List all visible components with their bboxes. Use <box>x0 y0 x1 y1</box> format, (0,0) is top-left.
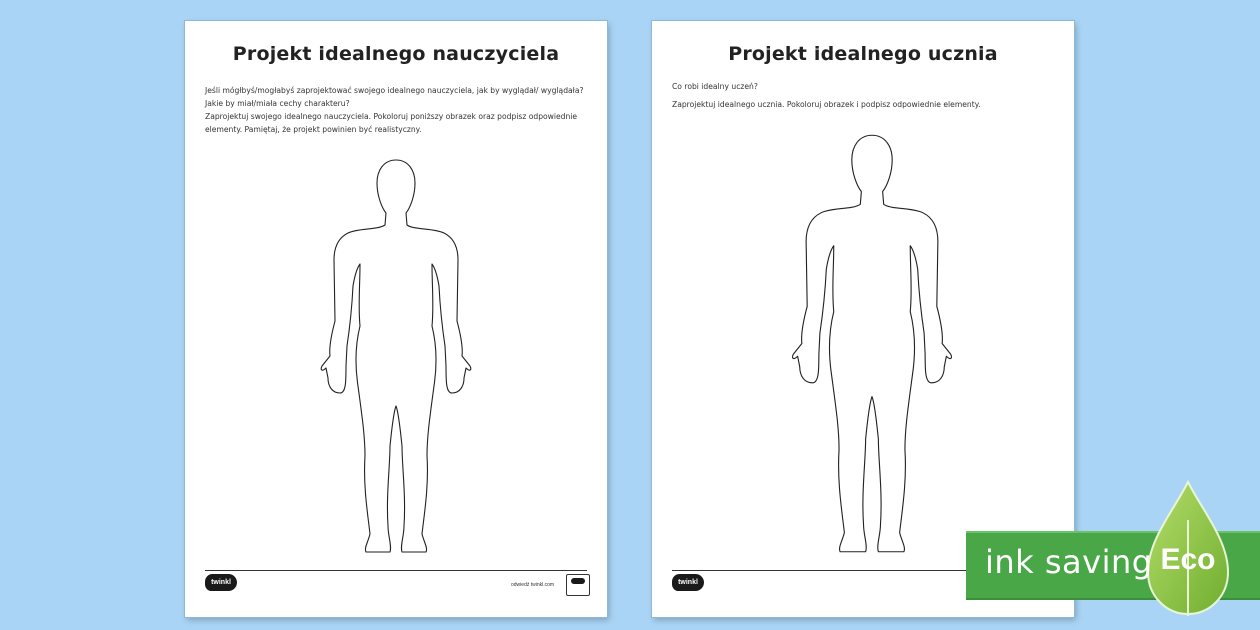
twinkl-logo-icon: twinkl <box>672 574 704 591</box>
worksheet-teacher <box>185 21 607 617</box>
eco-badge-text: Eco <box>1160 543 1216 576</box>
page-title: Projekt idealnego ucznia <box>728 43 998 65</box>
body-outline-icon <box>318 156 474 556</box>
twinkl-logo-icon: twinkl <box>205 574 237 591</box>
page-title: Projekt idealnego nauczyciela <box>232 43 560 65</box>
badge-icon <box>566 574 590 596</box>
intro-paragraph: Jeśli mógłbyś/mogłabyś zaprojektować swojego idealnego nauczyciela, jak by wyglądał/ wyglądała? Jakie by miał/miała cechy charakteru? <box>205 86 584 108</box>
intro-paragraph: Co robi idealny uczeń? <box>672 82 758 91</box>
instruction-paragraph: Zaprojektuj swojego idealnego nauczyciela. Pokoloruj poniższy obrazek oraz podpisz odpowiednie elementy. Pamiętaj, że projekt powinien być realistyczny. <box>205 112 578 134</box>
site-text: odwiedź twinkl.com <box>511 582 555 588</box>
footer-divider <box>205 570 587 571</box>
body-outline-icon <box>787 131 957 556</box>
worksheet-student <box>652 21 1074 617</box>
instruction-paragraph: Zaprojektuj idealnego ucznia. Pokoloruj obrazek i podpisz odpowiednie elementy. <box>672 100 981 109</box>
eco-label: ink saving <box>985 543 1153 581</box>
